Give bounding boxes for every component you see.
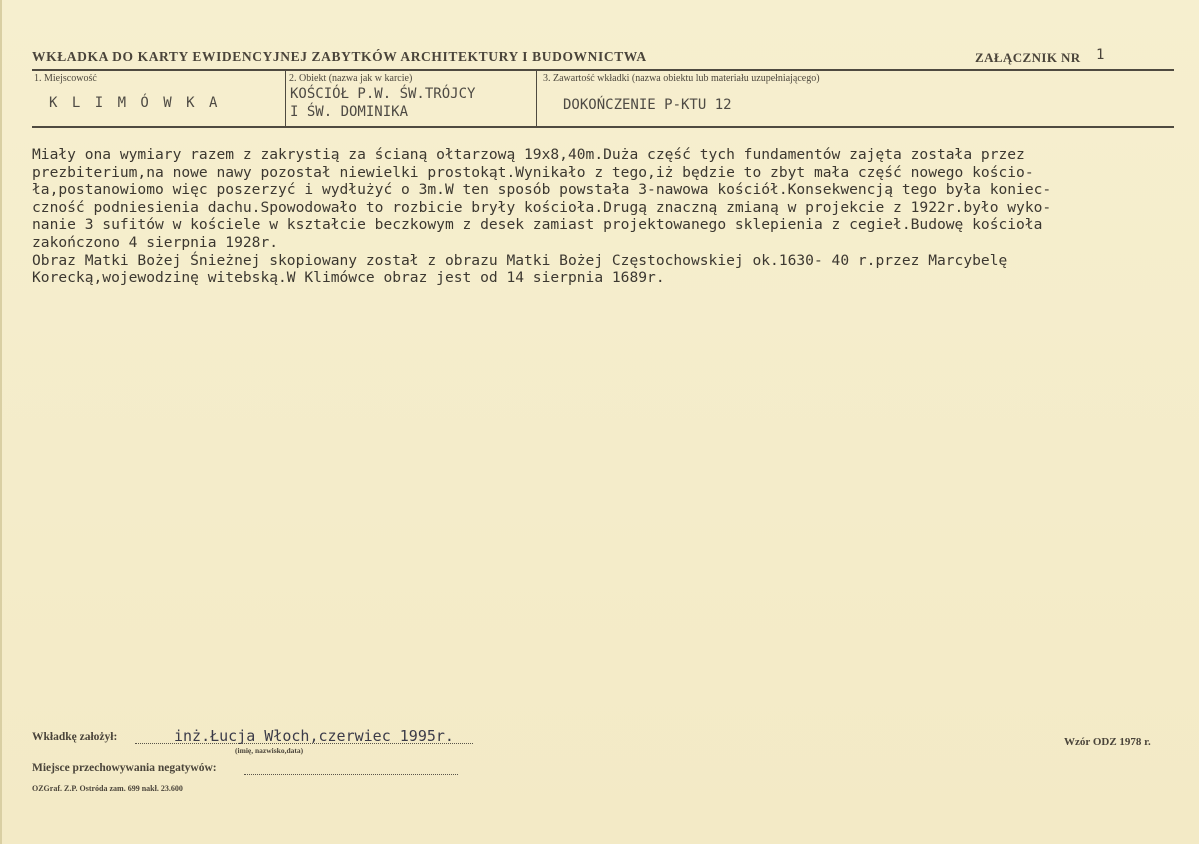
locality-label: 1. Miejscowość (34, 73, 97, 84)
header-top-rule (32, 69, 1174, 71)
header-bottom-rule (32, 126, 1174, 128)
column-divider-1 (285, 71, 286, 126)
object-value-line1: KOŚCIÓŁ P.W. ŚW.TRÓJCY (290, 86, 476, 102)
body-line: zakończono 4 sierpnia 1928r. (32, 233, 279, 251)
body-text (32, 146, 1182, 287)
content-label: 3. Zawartość wkładki (nazwa obiektu lub materiału uzupełniającego) (543, 73, 820, 84)
locality-value: K L I M Ó W K A (49, 95, 221, 111)
body-line: ła,postanowiomo więc poszerzyć i wydłużyć o 3m.W ten sposób powstała 3-nawowa kościół.Konsekwencją tego była koniec- (32, 181, 1052, 199)
negatives-dotted-line (244, 774, 458, 775)
body-line: Obraz Matki Bożej Śnieżnej skopiowany został z obrazu Matki Bożej Częstochowskiej ok.1630- 40 r.przez Marcybelę (32, 251, 1008, 269)
body-line: czność podniesienia dachu.Spowodowało to rozbicie bryły kościoła.Drugą znaczną zmianą w projekcie z 1922r.było wyko- (32, 198, 1052, 216)
template-mark: Wzór ODZ 1978 r. (1064, 736, 1151, 748)
body-line: Korecką,wojewodzinę witebską.W Klimówce obraz jest od 14 sierpnia 1689r. (32, 269, 665, 287)
founded-label: Wkładkę założył: (32, 731, 118, 743)
founded-hint: (imię, nazwisko,data) (235, 746, 304, 755)
body-line: nanie 3 sufitów w kościele w kształcie beczkowym z desek zamiast projektowanego sklepienia z cegieł.Budowę kościoła (32, 216, 1043, 234)
column-divider-2 (536, 71, 537, 126)
attachment-number: 1 (1096, 47, 1105, 63)
negatives-label: Miejsce przechowywania negatywów: (32, 762, 217, 774)
body-line: Miały ona wymiary razem z zakrystią za ścianą ołtarzową 19x8,40m.Duża część tych fundamentów zajęta została przez (32, 146, 1025, 163)
attachment-label: ZAŁĄCZNIK NR (975, 50, 1081, 65)
printer-imprint: OZGraf. Z.P. Ostróda zam. 699 nakł. 23.600 (32, 784, 183, 793)
founded-value: inż.Łucja Włoch,czerwiec 1995r. (174, 727, 454, 745)
object-label: 2. Obiekt (nazwa jak w karcie) (289, 73, 413, 84)
card-title: WKŁADKA DO KARTY EWIDENCYJNEJ ZABYTKÓW ARCHITEKTURY I BUDOWNICTWA (32, 49, 647, 64)
object-value-line2: I ŚW. DOMINIKA (290, 104, 409, 120)
body-line: prezbiterium,na nowe nawy pozostał niewielki prostokąt.Wynikało z tego,iż będzie to zbyt mała część nowego kościo- (32, 163, 1034, 181)
content-value: DOKOŃCZENIE P-KTU 12 (563, 97, 732, 113)
